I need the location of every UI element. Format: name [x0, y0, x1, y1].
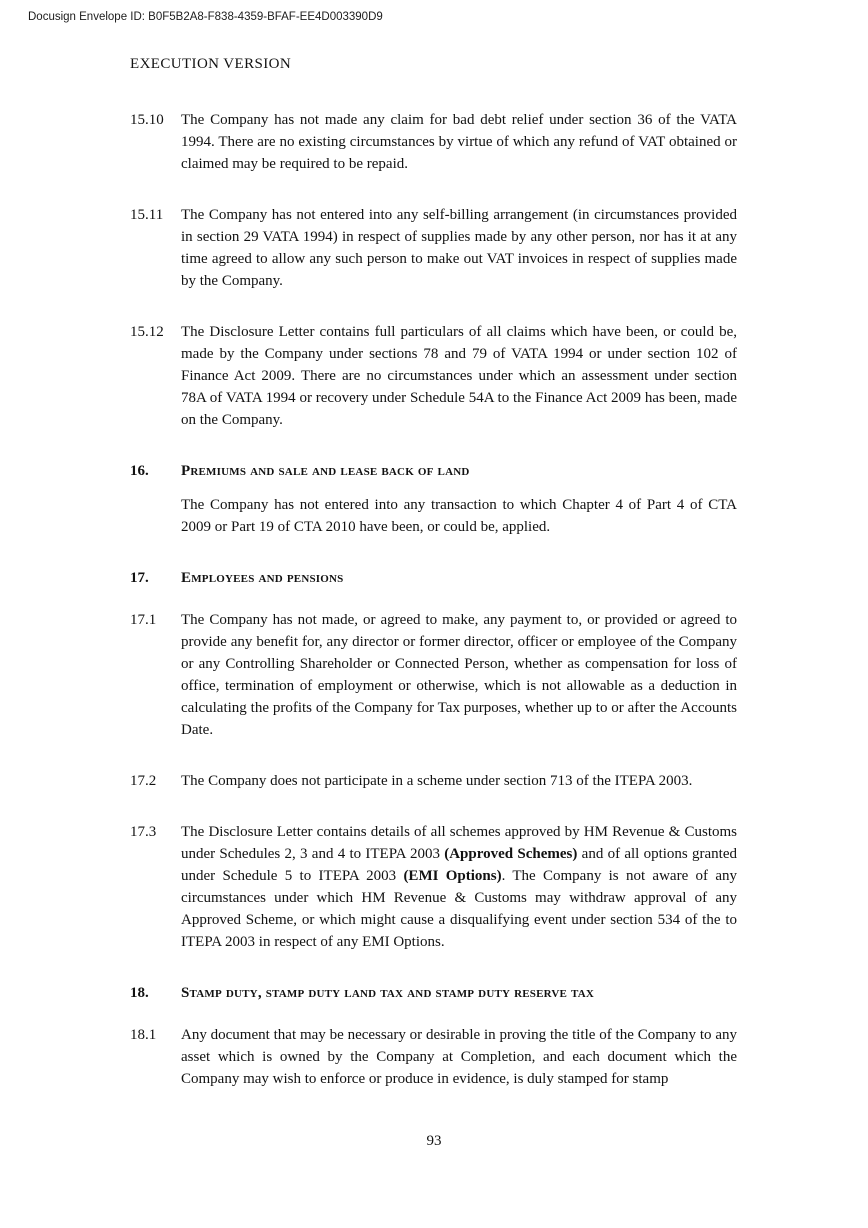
clause: [130, 770, 737, 792]
clause-number: 17.3: [130, 824, 157, 840]
clause-number: 15.12: [130, 324, 164, 340]
clause: [130, 109, 737, 175]
document-body: [130, 109, 737, 1090]
clause-text: The Disclosure Letter contains full particulars of all claims which have been, or could be, made by the Company under sections 78 and 79 of VATA 1994 or under section 102 of Finance Act 2009. There are no circumstances under which an assessment under section 78A of VATA 1994 or recovery under Schedule 54A to the Finance Act 2009 has been, made on the Company.: [181, 324, 737, 428]
section-heading: [130, 982, 737, 1004]
section-heading: [130, 460, 737, 482]
clause: [130, 321, 737, 431]
clause-text: The Company has not entered into any transaction to which Chapter 4 of Part 4 of CTA 2009 or Part 19 of CTA 2010 have been, or could be, applied.: [181, 497, 737, 535]
section-number: 17.: [130, 570, 149, 586]
clause: [130, 204, 737, 292]
clause-text: The Disclosure Letter contains details of all schemes approved by HM Revenue & Customs under Schedules 2, 3 and 4 to ITEPA 2003 (Approved Schemes) and of all options granted under Schedule 5 to ITEPA 2003 (EMI Options). The Company is not aware of any circumstances under which HM Revenue & Customs may withdraw approval of any Approved Scheme, or which might cause a disqualifying event under section 534 of the to ITEPA 2003 in respect of any EMI Options.: [181, 824, 738, 950]
clause-number: 15.10: [130, 112, 164, 128]
clause-number: 17.2: [130, 773, 157, 789]
section-heading-text: Employees and pensions: [181, 570, 344, 586]
clause-number: 17.1: [130, 612, 157, 628]
clause-text: The Company has not made, or agreed to make, any payment to, or provided or agreed to provide any benefit for, any director or former director, officer or employee of the Company or any Controlling Shareholder or Connected Person, whether as compensation for loss of office, termination of employment or otherwise, which is not allowable as a deduction in calculating the profits of the Company for Tax purposes, whether up to or after the Accounts Date.: [181, 612, 737, 738]
clause: [130, 821, 737, 953]
page-number: 93: [426, 1133, 442, 1149]
section-heading: [130, 567, 737, 589]
section-heading-text: Stamp duty, stamp duty land tax and stamp duty reserve tax: [181, 985, 595, 1001]
section-heading-text: Premiums and sale and lease back of land: [181, 463, 470, 479]
execution-version-label: EXECUTION VERSION: [130, 56, 292, 72]
docusign-envelope-id: Docusign Envelope ID: B0F5B2A8-F838-4359-BFAF-EE4D003390D9: [28, 11, 383, 23]
clause: [130, 494, 737, 538]
clause-text: The Company has not entered into any self-billing arrangement (in circumstances provided in section 29 VATA 1994) in respect of supplies made by any other person, nor has it at any time agreed to allow any such person to make out VAT invoices in respect of supplies made by the Company.: [181, 207, 737, 289]
clause-text: The Company has not made any claim for bad debt relief under section 36 of the VATA 1994. There are no existing circumstances by virtue of which any refund of VAT obtained or claimed may be required to be repaid.: [181, 112, 737, 172]
clause-text: Any document that may be necessary or desirable in proving the title of the Company to any asset which is owned by the Company at Completion, and each document which the Company may wish to enforce or produce in evidence, is duly stamped for stamp: [181, 1027, 737, 1087]
clause: [130, 609, 737, 741]
section-number: 16.: [130, 463, 149, 479]
clause: [130, 1024, 737, 1090]
clause-number: 18.1: [130, 1027, 157, 1043]
clause-number: 15.11: [130, 207, 164, 223]
clause-text: The Company does not participate in a scheme under section 713 of the ITEPA 2003.: [181, 773, 693, 789]
section-number: 18.: [130, 985, 149, 1001]
